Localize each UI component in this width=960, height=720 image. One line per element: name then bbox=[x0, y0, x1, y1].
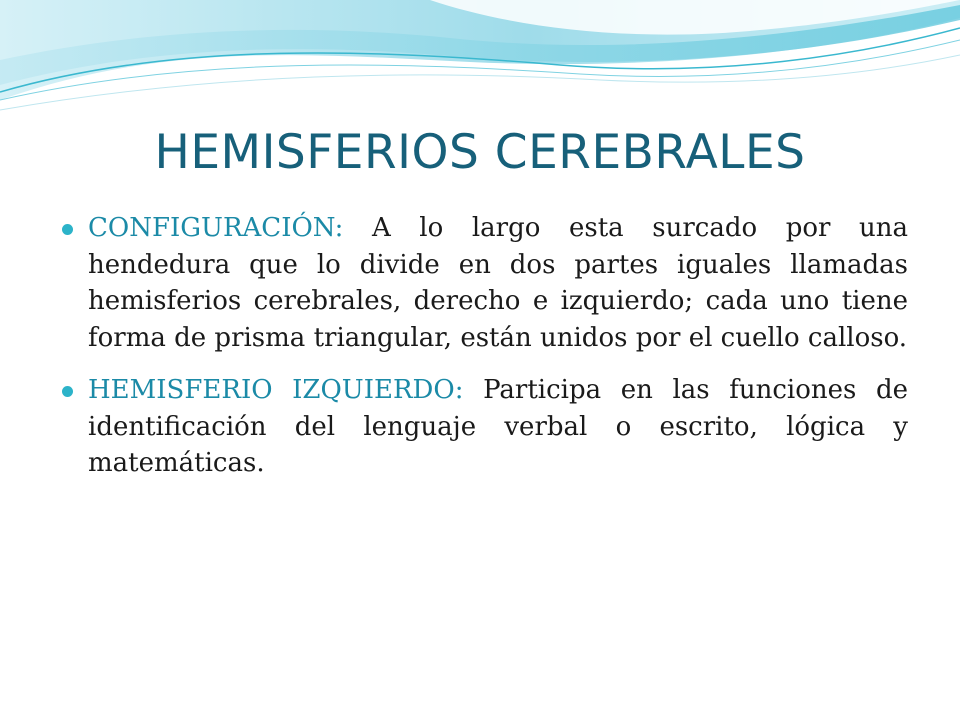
bullet-text: A lo largo esta surcado por una hendedura que lo divide en dos partes iguales llamadas hemisferios cerebrales, derecho e izquierdo; cada uno tiene forma de prisma triangular, están unidos por el cuello calloso. bbox=[88, 213, 908, 353]
bullet-list bbox=[60, 210, 908, 498]
bullet-item-hemisferio-izquierdo bbox=[60, 372, 908, 482]
bullet-lead: CONFIGURACIÓN: bbox=[88, 213, 344, 243]
bullet-item-configuracion bbox=[60, 210, 908, 356]
bullet-dot-icon bbox=[62, 224, 73, 235]
bullet-text: Participa en las funciones de identificación del lenguaje verbal o escrito, lógica y matemáticas. bbox=[88, 375, 908, 478]
bullet-dot-icon bbox=[62, 386, 73, 397]
bullet-lead: HEMISFERIO IZQUIERDO: bbox=[88, 375, 464, 405]
header-wave-decoration bbox=[0, 0, 960, 120]
slide-title: HEMISFERIOS CEREBRALES bbox=[154, 125, 806, 180]
